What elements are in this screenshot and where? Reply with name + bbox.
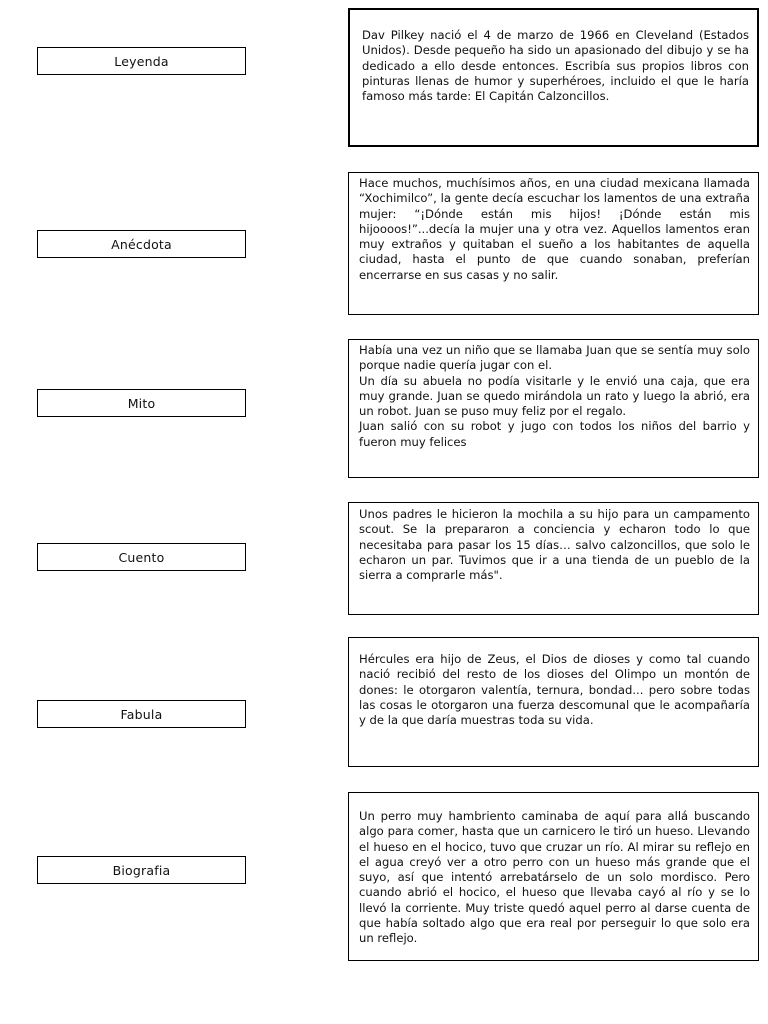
- text-box-hercules-myth[interactable]: [348, 637, 759, 767]
- text-paragraph: Había una vez un niño que se llamaba Juan que se sentía muy solo porque nadie quería jugar con el.: [359, 343, 750, 373]
- label-box-cuento[interactable]: [37, 543, 246, 571]
- text-paragraph: Hércules era hijo de Zeus, el Dios de dioses y como tal cuando nació recibió del resto de los dioses del Olimpo un montón de dones: le otorgaron valentía, ternura, bondad... pero sobre todas las cosas le otorgaron una fuerza descomunal que le acompañaría y de la que daría muestras toda su vida.: [359, 652, 750, 728]
- label-text: Mito: [127, 395, 156, 411]
- text-paragraph: Un día su abuela no podía visitarle y le envió una caja, que era muy grande. Juan se quedo mirándola un rato y luego la abrió, era un robot. Juan se puso muy feliz por el regalo.: [359, 373, 750, 419]
- text-box-pilkey-biography[interactable]: [348, 8, 759, 147]
- text-box-dog-fable[interactable]: [348, 792, 759, 961]
- label-text: Fabula: [120, 706, 163, 722]
- text-paragraph: Juan salió con su robot y jugo con todos los niños del barrio y fueron muy felices: [359, 419, 750, 449]
- text-paragraph: Hace muchos, muchísimos años, en una ciudad mexicana llamada “Xochimilco”, la gente decía escuchar los lamentos de una extraña mujer: “¡Dónde están mis hijos! ¡Dónde están mis hijoooos!”...decía la mujer una y otra vez. Aquellos lamentos eran muy extraños y quitaban el sueño a los habitantes de aquella ciudad, hasta el punto de que cuando sonaban, preferían encerrarse en sus casas y no salir.: [359, 176, 750, 282]
- label-box-mito[interactable]: [37, 389, 246, 417]
- text-box-scout-anecdote[interactable]: [348, 502, 759, 615]
- label-box-leyenda[interactable]: [37, 47, 246, 75]
- text-box-xochimilco-legend[interactable]: [348, 172, 759, 315]
- text-paragraph: Dav Pilkey nació el 4 de marzo de 1966 en Cleveland (Estados Unidos). Desde pequeño ha sido un apasionado del dibujo y se ha dedicado a ello desde entonces. Escribía sus propios libros con pinturas llenas de humor y superhéroes, incluido el que le haría famoso más tarde: El Capitán Calzoncillos.: [362, 28, 749, 104]
- text-box-juan-robot-story[interactable]: [348, 339, 759, 478]
- label-box-biografia[interactable]: [37, 856, 246, 884]
- label-text: Leyenda: [114, 53, 169, 69]
- label-box-anecdota[interactable]: [37, 230, 246, 258]
- label-text: Anécdota: [111, 236, 172, 252]
- label-box-fabula[interactable]: [37, 700, 246, 728]
- text-paragraph: Un perro muy hambriento caminaba de aquí para allá buscando algo para comer, hasta que un carnicero le tiró un hueso. Llevando el hueso en el hocico, tuvo que cruzar un río. Al mirar su reflejo en el agua creyó ver a otro perro con un hueso más grande que el suyo, así que intentó arrebatárselo de un solo mordisco. Pero cuando abrió el hocico, el hueso que llevaba cayó al río y se lo llevó la corriente. Muy triste quedó aquel perro al darse cuenta de que había soltado algo que era real por perseguir lo que solo era un reflejo.: [359, 809, 750, 946]
- text-paragraph: Unos padres le hicieron la mochila a su hijo para un campamento scout. Se la prepararon a conciencia y echaron todo lo que necesitaba para pasar los 15 días… salvo calzoncillos, que solo le echaron un par. Tuvimos que ir a una tienda de un pueblo de la sierra a comprarle más".: [359, 507, 750, 583]
- label-text: Cuento: [118, 549, 165, 565]
- label-text: Biografia: [112, 862, 171, 878]
